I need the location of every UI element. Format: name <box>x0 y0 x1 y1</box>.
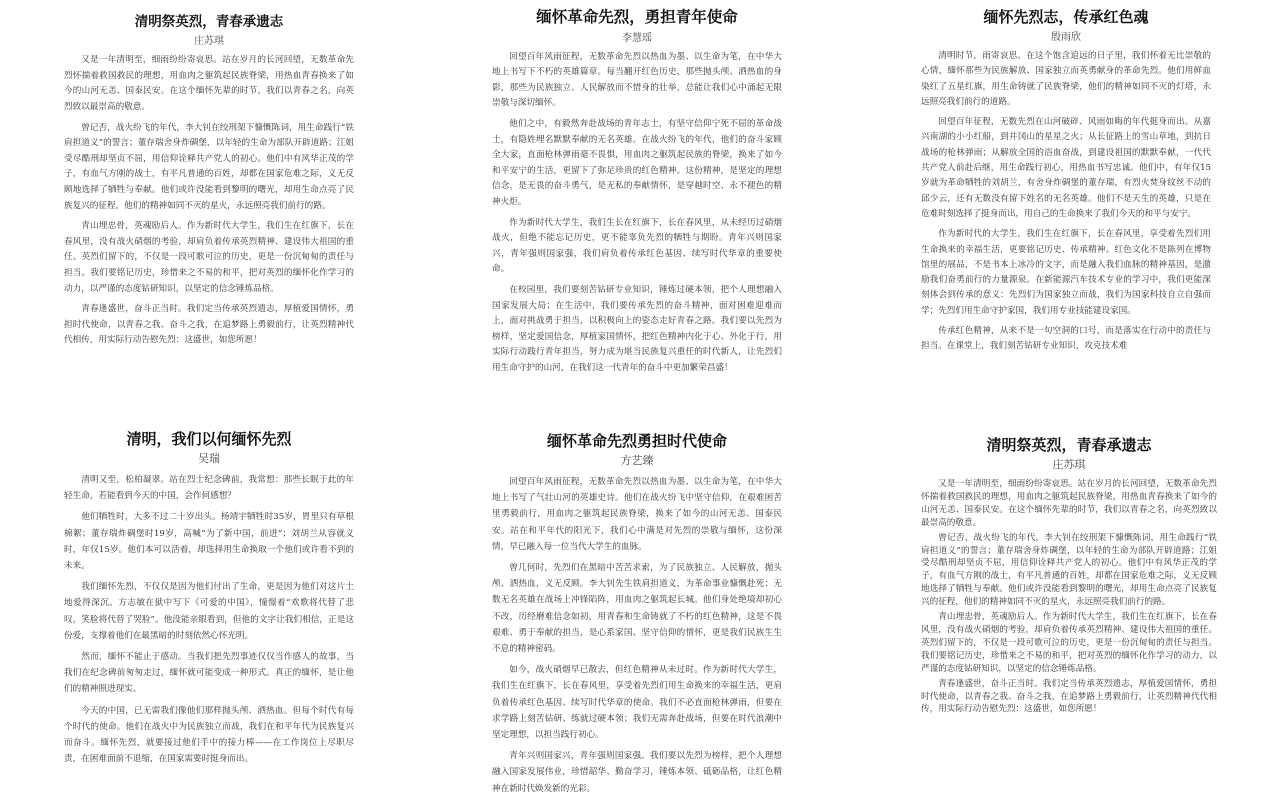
essay-6 <box>921 436 1217 782</box>
essay-paragraph: 回望百年征程，无数先烈在山河破碎、风雨如晦的年代挺身而出。从嘉兴南湖的小小红船，到井冈山的星星之火；从长征路上的雪山草地，到抗日战场的枪林弹雨；从解放全国的浴血奋战，到建设祖国的默默奉献，一代代共产党人前赴后继，用生命践行初心，用热血书写忠诚。他们中，有年仅15岁就为革命牺牲的刘胡兰，有舍身炸碉堡的董存瑞，有烈火焚身纹丝不动的邱少云，还有无数没有留下姓名的无名英雄。他们不是天生的英雄，只是在危难时刻选择了挺身而出，用自己的生命换来了我们今天的和平与安宁。 <box>921 117 1211 219</box>
essay-title: 缅怀革命先烈勇担时代使命 <box>546 432 727 450</box>
essay-title: 清明祭英烈，青春承遗志 <box>134 14 284 30</box>
essay-paragraph: 青年兴则国家兴，青年强则国家强。我们要以先烈为榜样，把个人理想融入国家发展伟业，珍惜韶华、勤奋学习，锤炼本领、砥砺品格，让红色精神在新时代焕发新的光彩。 <box>492 751 782 794</box>
essay-paragraph: 清明又至，松柏凝翠。站在烈士纪念碑前，我常想：那些长眠于此的年轻生命，若能看到今天的中国，会作何感想？ <box>64 475 354 502</box>
essay-paragraph: 青春逢盛世，奋斗正当时。我们定当传承英烈遗志，厚植爱国情怀，勇担时代使命，以青春之我、奋斗之我，在追梦路上勇毅前行，让英烈精神代代相传，用实际行动告慰先烈：这盛世，如您所愿！ <box>921 678 1217 715</box>
essay-author: 李慧瑶 <box>622 32 652 44</box>
essay-author: 庄苏琪 <box>1052 458 1086 471</box>
essay-paragraph: 在校园里，我们要刻苦钻研专业知识，锤炼过硬本领，把个人理想融入国家发展大局；在生活中，我们要传承先烈的奋斗精神，面对困难迎难而上，面对挑战勇于担当，以积极向上的姿态走好青春之路。我们要以先烈为榜样，坚定爱国信念，厚植家国情怀，把红色精神内化于心、外化于行，用实际行动践行青年担当，努力成为堪当民族复兴重任的时代新人，让先烈们用生命守护的山河，在我们这一代青年的奋斗中更加繁荣昌盛！ <box>492 284 782 373</box>
essay-author: 庄苏琪 <box>194 36 224 48</box>
essay-4 <box>64 430 354 782</box>
essay-author: 殷雨欣 <box>1051 32 1081 43</box>
essay-title: 缅怀先烈志，传承红色魂 <box>983 8 1149 26</box>
essay-title: 清明祭英烈，青春承遗志 <box>986 436 1152 454</box>
essay-2 <box>492 8 782 394</box>
essay-paragraph: 然而，缅怀不能止于感动。当我们把先烈事迹仅仅当作感人的故事，当我们在纪念碑前匆匆走过，缅怀就可能变成一种形式。真正的缅怀，是让他们的精神照进现实。 <box>64 652 354 695</box>
essay-paragraph: 青春逢盛世，奋斗正当时。我们定当传承英烈遗志，厚植爱国情怀，勇担时代使命，以青春之我、奋斗之我，在追梦路上勇毅前行，让英烈精神代代相传，用实际行动告慰先烈：这盛世，如您所愿！ <box>64 304 354 346</box>
essay-paragraph: 他们之中，有毅然奔赴战场的青年志士，有坚守信仰宁死不屈的革命战士，有隐姓埋名默默奉献的无名英雄。在战火纷飞的年代，他们的奋斗家顾全大家，直面枪林弹雨毫不畏惧，用血肉之躯筑起民族的脊梁，换来了如今和平安宁的生活，更留下了弥足珍贵的红色精神。这份精神，是坚定的理想信念，是无畏的奋斗勇气，是无私的奉献情怀，是穿越时空、永不褪色的精神火炬。 <box>492 118 782 207</box>
essay-title: 清明，我们以何缅怀先烈 <box>126 430 292 448</box>
essay-paragraph: 青山埋忠骨，英魂励后人。作为新时代大学生，我们生在红旗下，长在春风里，没有战火硝烟的考验，却肩负着传承英烈精神、建设伟大祖国的重任。英烈们留下的，不仅是一段可歌可泣的历史，更是一份沉甸甸的责任与担当。我们要铭记历史，珍惜来之不易的和平，把对英烈的缅怀化作学习的动力，以严谨的态度钻研知识，以坚定的信念锤炼品格。 <box>921 612 1217 674</box>
essay-author: 方艺臻 <box>620 454 654 467</box>
essay-paragraph: 又是一年清明至，细雨纷纷寄哀思。站在岁月的长河回望，无数革命先烈怀揣着救国救民的理想，用血肉之躯筑起民族脊梁，用热血青春换来了如今的山河无恙、国泰民安。在这个缅怀先辈的时节，我们以青春之名，向英烈致以最崇高的敬意。 <box>921 479 1217 528</box>
essay-paragraph: 如今，战火硝烟早已散去，但红色精神从未过时。作为新时代大学生，我们生在红旗下，长在春风里，享受着先烈们用生命换来的幸福生活，更肩负着传承红色基因、续写时代华章的使命。我们不必直面枪林弹雨，但要在求学路上刻苦钻研、练就过硬本领；我们无需奔赴战场，但要在时代浪潮中坚定理想，以担当践行初心。 <box>492 665 782 741</box>
essay-paragraph: 清明时节，雨寄哀思。在这个饱含追远的日子里，我们怀着无比崇敬的心情，缅怀那些为民族解放、国家独立而英勇献身的革命先烈。他们用鲜血染红了五星红旗，用生命铸就了民族脊梁，他们的精神如同不灭的灯塔，永远照亮我们前行的道路。 <box>921 51 1211 107</box>
essay-paragraph: 又是一年清明至，细雨纷纷寄哀思。站在岁月的长河回望，无数革命先烈怀揣着救国救民的理想，用血肉之躯筑起民族脊梁，用热血青春换来了如今的山河无恙、国泰民安。在这个缅怀先辈的时节，我们以青春之名，向英烈致以最崇高的敬意。 <box>64 55 354 112</box>
essay-1 <box>64 14 354 394</box>
essay-paragraph: 我们缅怀先烈，不仅仅是因为他们付出了生命，更是因为他们对这片土地爱得深沉。方志敏在狱中写下《可爱的中国》，憧憬着“欢歌将代替了悲叹，笑脸将代替了哭脸”。他没能亲眼看到，但他的文字让我们相信，正是这份爱，支撑着他们在最黑暗的时刻依然心怀光明。 <box>64 582 354 641</box>
essay-paragraph: 回望百年风雨征程，无数革命先烈以热血为墨、以生命为笔，在中华大地上书写了气壮山河的英雄史诗。他们在战火纷飞中坚守信仰，在艰难困苦里勇毅前行，用血肉之躯筑起民族脊梁，换来了如今的山河无恙、国泰民安。站在和平年代的阳光下，我们心中满是对先烈的崇敬与缅怀，这份深情，早已融入每一位当代大学生的血脉。 <box>492 477 782 552</box>
essay-title: 缅怀革命先烈，勇担青年使命 <box>536 7 738 26</box>
essay-paragraph: 作为新时代大学生，我们生长在红旗下，长在春风里，从未经历过硝烟战火，但绝不能忘记历史，更不能辜负先烈的牺牲与期盼。青年兴则国家兴，青年强则国家强，我们肩负着传承红色基因、续写时代华章的重要使命。 <box>492 217 782 275</box>
essay-paragraph: 作为新时代的大学生，我们生在红旗下，长在春风里，享受着先烈们用生命换来的幸福生活，更要铭记历史、传承精神。红色文化不是陈列在博物馆里的展品，不是书本上冰冷的文字，而是融入我们血脉的精神基因，是激励我们奋勇前行的力量源泉。在新能源汽车技术专业的学习中，我们更能深刻体会到传承的意义：先烈们为国家独立而战，我们为国家科技自立自强而学；先烈们用生命守护家国，我们用专业技能建设家国。 <box>921 229 1211 316</box>
essay-author: 吴瑞 <box>198 452 220 465</box>
essay-paragraph: 曾几何时，先烈们在黑暗中苦苦求索，为了民族独立、人民解放，抛头颅、洒热血，义无反顾。李大钊先生铁肩担道义，为革命事业慷慨赴死；无数无名英雄在战场上冲锋陷阵，用血肉之躯筑起长城。他们身处绝境却初心不改，历经磨难信念如初，用青春和生命铸就了不朽的红色精神，这是不畏艰难、勇于奉献的担当，是心系家国、坚守信仰的情怀，更是我们民族生生不息的精神密码。 <box>492 563 782 655</box>
essay-paragraph: 回望百年风雨征程，无数革命先烈以热血为墨、以生命为笔，在中华大地上书写下不朽的英雄篇章。每当翻开红色历史，那些抛头颅、洒热血的身影，那些为民族独立、人民解放而不惜身的壮举，总能让我们心中涌起无限崇敬与深切缅怀。 <box>492 51 782 109</box>
essay-paragraph: 曾记否，战火纷飞的年代，李大钊在绞刑架下慷慨陈词，用生命践行“铁肩担道义”的誓言；董存瑞舍身炸碉堡，以年轻的生命为部队开辟道路；江姐受尽酷刑却坚贞不屈，用信仰诠释共产党人的初心。他们中有风华正茂的学子，有血气方刚的战士，有平凡普通的百姓，却都在国家危难之际，义无反顾地选择了牺牲与奉献。他们或许没能看到黎明的曙光，却用生命点亮了民族复兴的征程，他们的精神如同不灭的星火，永远照亮我们前行的路。 <box>64 122 354 211</box>
essay-paragraph: 青山埋忠骨，英魂励后人。作为新时代大学生，我们生在红旗下，长在春风里，没有战火硝烟的考验，却肩负着传承英烈精神、建设伟大祖国的重任。英烈们留下的，不仅是一段可歌可泣的历史，更是一份沉甸甸的责任与担当。我们要铭记历史，珍惜来之不易的和平，把对英烈的缅怀化作学习的动力，以严谨的态度钻研知识，以坚定的信念锤炼品格。 <box>64 221 354 294</box>
essay-paragraph: 传承红色精神，从来不是一句空洞的口号，而是落实在行动中的责任与担当。在课堂上，我们刻苦钻研专业知识，攻克技术难 <box>921 326 1211 352</box>
essay-3 <box>921 8 1211 388</box>
essay-5 <box>492 432 782 794</box>
essay-paragraph: 今天的中国，已无需我们像他们那样抛头颅、洒热血。但每个时代有每个时代的使命。他们在战火中为民族独立而战，我们在和平年代为民族复兴而奋斗。缅怀先烈，就要接过他们手中的接力棒——在工作岗位上尽职尽责，在困难面前不退缩，在国家需要时挺身而出。 <box>64 705 354 765</box>
essay-paragraph: 曾记否，战火纷飞的年代，李大钊在绞刑架下慷慨陈词，用生命践行“铁肩担道义”的誓言；董存瑞舍身炸碉堡，以年轻的生命为部队开辟道路；江姐受尽酷刑却坚贞不屈，用信仰诠释共产党人的初心。他们中有风华正茂的学子，有血气方刚的战士，有平凡普通的百姓，却都在国家危难之际，义无反顾地选择了牺牲与奉献。他们或许没能看到黎明的曙光，却用生命点亮了民族复兴的征程，他们的精神如同不灭的星火，永远照亮我们前行的路。 <box>921 532 1217 608</box>
essay-paragraph: 他们牺牲时，大多不过二十岁出头。杨靖宇牺牲时35岁，胃里只有草根棉絮；董存瑞炸碉堡时19岁，高喊“为了新中国，前进”；刘胡兰从容就义时，年仅15岁。他们本可以活着，却选择用生命换取一个他们或许看不到的未来。 <box>64 512 354 572</box>
